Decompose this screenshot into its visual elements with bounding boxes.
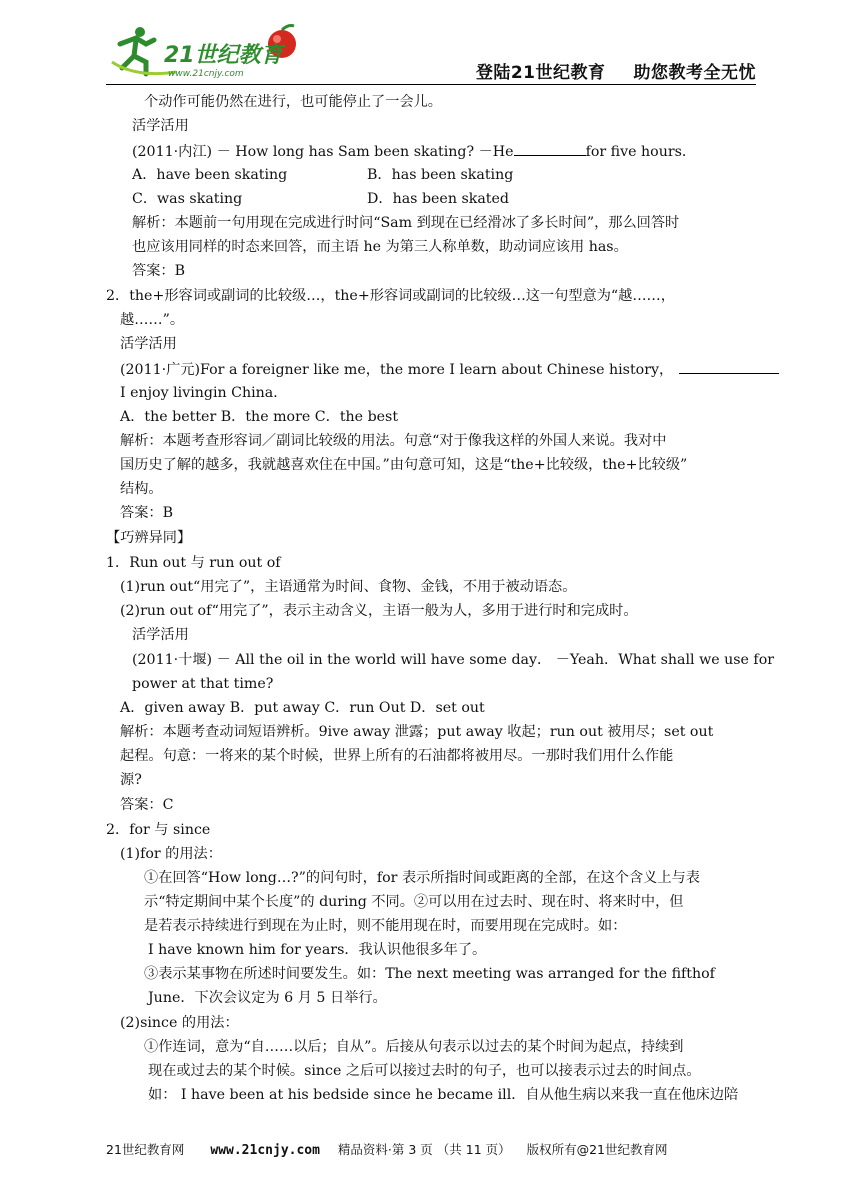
text-line: 是若表示持续进行到现在为止时，则不能用现在时，而要用现在完成时。如：: [144, 918, 627, 934]
options-line: A．the better B．the more C．the best: [120, 409, 399, 425]
analysis-line: 结构。: [120, 481, 163, 497]
numbered-item: 2．for 与 since: [106, 822, 211, 838]
footer-site-url: www.21cnjy.com: [210, 1143, 320, 1158]
header-divider: [106, 84, 756, 85]
text-line: ①在回答“How long…?”的问句时，for 表示所指时间或距离的全部，在这个含义上与表: [144, 870, 700, 886]
header-tagline: [476, 58, 756, 83]
answer-line: 答案：B: [132, 263, 185, 279]
site-logo: [106, 22, 306, 82]
logo-text: 21世纪教育: [164, 43, 283, 68]
exercise-question: [132, 141, 696, 162]
footer-page-info: 精品资料·第 3 页 （共 11 页）: [337, 1142, 511, 1157]
option-c: C．was skating: [132, 191, 243, 207]
analysis-line: 源?: [120, 772, 142, 788]
analysis-line: 起程。句意：一将来的某个时候，世界上所有的石油都将被用尽。一那时我们用什么作能: [120, 748, 674, 764]
section-label: 活学活用: [132, 118, 189, 134]
section-heading: 【巧辨异同】: [106, 530, 192, 546]
question-text: (2011·内江) － How long has Sam been skating? －He: [132, 144, 514, 160]
footer-copyright: 版权所有@21世纪教育网: [526, 1142, 668, 1157]
exercise-question: (2011·十堰) － All the oil in the world will have some day． －Yeah．What shall we use for: [132, 652, 775, 668]
question-text: (2011·广元)For a foreigner like me，the more I learn about Chinese history，: [120, 362, 674, 378]
analysis-line: 解析：本题前一句用现在完成进行时问“Sam 到现在已经滑冰了多长时间”，那么回答时: [132, 215, 680, 231]
option-d: D．has been skated: [367, 191, 509, 207]
tagline-slogan: 助您教考全无忧: [633, 63, 756, 83]
analysis-line: 解析：本题考查动词短语辨析。9ive away 泄露；put away 收起；run out 被用尽；set out: [120, 724, 714, 740]
text-line: 越……”。: [120, 312, 185, 328]
page-header: [106, 20, 756, 84]
exercise-question: [120, 359, 779, 380]
footer-site-name: 21世纪教育网: [106, 1142, 185, 1157]
text-line: I enjoy livingin China．: [120, 385, 288, 401]
answer-line: 答案：B: [120, 505, 173, 521]
options-line: A．given away B．put away C．run Out D．set out: [120, 700, 485, 716]
text-line: 个动作可能仍然在进行，也可能停止了一会儿。: [144, 94, 442, 110]
answer-line: 答案：C: [120, 797, 174, 813]
text-line: (1)run out“用完了”，主语通常为时间、食物、金钱，不用于被动语态。: [120, 579, 577, 595]
text-line: 示“特定期间中某个长度”的 during 不同。②可以用在过去时、现在时、将来时中，但: [144, 894, 684, 910]
analysis-line: 也应该用同样的时态来回答，而主语 he 为第三人称单数，助动词应该用 has。: [132, 239, 628, 255]
example-line: I have known him for years．我认识他很多年了。: [148, 942, 487, 958]
logo-url: www.21cnjy.com: [168, 69, 244, 79]
analysis-line: 国历史了解的越多，我就越喜欢住在中国。”由句意可知，这是“the+比较级，the+比较级”: [120, 457, 688, 473]
question-text-end: for five hours．: [585, 144, 697, 160]
answer-blank: [514, 141, 586, 156]
example-line: 如： I have been at his bedside since he became ill．自从他生病以来我一直在他床边陪: [148, 1087, 739, 1103]
text-line: June．下次会议定为 6 月 5 日举行。: [148, 990, 387, 1006]
numbered-item: 1．Run out 与 run out of: [106, 555, 281, 571]
text-line: 现在或过去的某个时候。since 之后可以接过去时的句子，也可以接表示过去的时间点。: [148, 1063, 701, 1079]
text-line: ③表示某事物在所述时间要发生。如：The next meeting was arranged for the fifthof: [144, 966, 715, 982]
tagline-login: 登陆21世纪教育: [475, 63, 606, 83]
numbered-item: 2．the+形容词或副词的比较级…，the+形容词或副词的比较级…这一句型意为“越……，: [106, 288, 675, 304]
text-line: (2)run out of“用完了”，表示主动含义，主语一般为人，多用于进行时和完成时。: [120, 603, 638, 619]
option-b: B．has been skating: [367, 167, 514, 183]
analysis-line: 解析：本题考查形容词／副词比较级的用法。句意“对于像我这样的外国人来说。我对中: [120, 433, 667, 449]
subheading: (1)for 的用法：: [120, 846, 222, 862]
text-line: ①作连词，意为“自……以后；自从”。后接从句表示以过去的某个时间为起点，持续到: [144, 1039, 684, 1055]
section-label: 活学活用: [120, 336, 177, 352]
section-label: 活学活用: [132, 627, 189, 643]
subheading: (2)since 的用法：: [120, 1015, 239, 1031]
text-line: power at that time?: [132, 676, 274, 692]
answer-blank: [679, 359, 779, 374]
page-footer: [106, 1140, 756, 1158]
option-a: A．have been skating: [132, 167, 288, 183]
